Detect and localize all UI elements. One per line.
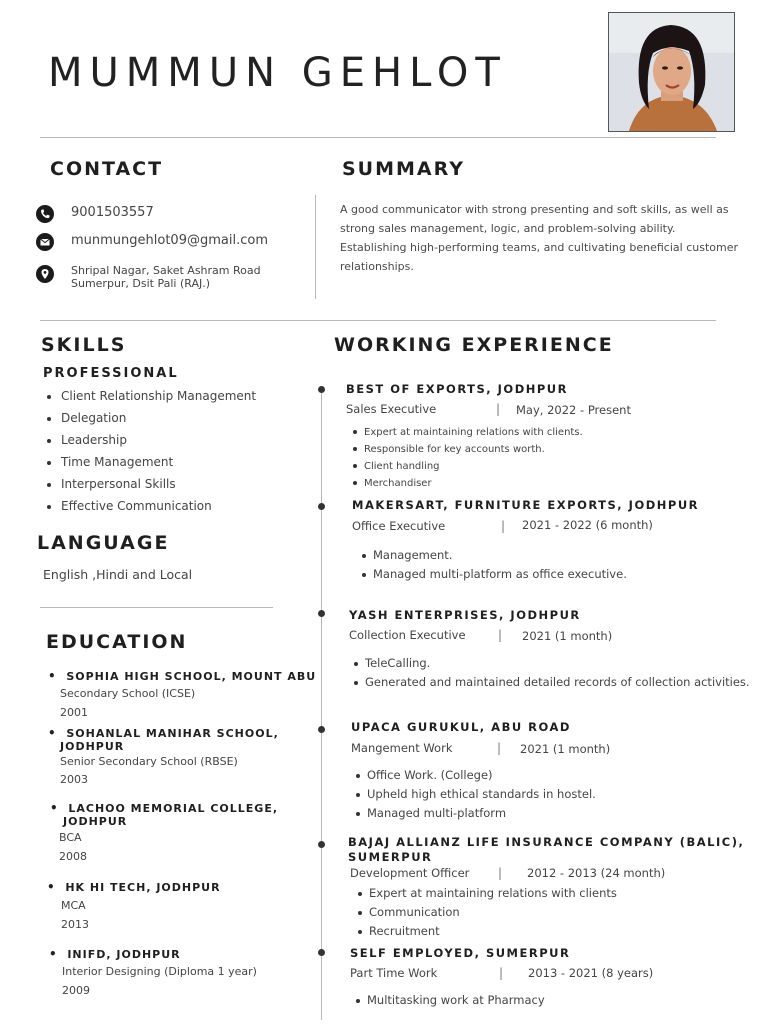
phone-icon xyxy=(36,205,54,223)
candidate-name: MUMMUN GEHLOT xyxy=(48,50,507,96)
job-point: Office Work. (College) xyxy=(356,766,596,785)
job-separator: | xyxy=(496,402,501,416)
education-year: 2003 xyxy=(60,773,88,786)
job-point: Expert at maintaining relations with clients. xyxy=(353,424,583,441)
education-year: 2009 xyxy=(62,984,90,997)
education-item xyxy=(50,802,278,863)
address xyxy=(71,264,261,290)
job-separator: | xyxy=(498,866,503,880)
education-degree: MCA xyxy=(61,899,86,912)
skill-item: Delegation xyxy=(47,408,256,430)
timeline-dot xyxy=(318,386,325,393)
timeline-dot xyxy=(318,726,325,733)
job-company: BEST OF EXPORTS, JODHPUR xyxy=(346,382,568,396)
education-school: • HK HI TECH, JODHPUR xyxy=(47,880,221,894)
contact-email xyxy=(36,233,268,251)
skill-item: Interpersonal Skills xyxy=(47,474,256,496)
job-company: SELF EMPLOYED, SUMERPUR xyxy=(350,946,571,960)
professional-subheading: PROFESSIONAL xyxy=(43,366,179,381)
timeline-line xyxy=(321,388,322,1020)
job-company: BAJAJ ALLIANZ LIFE INSURANCE COMPANY (BALIC), SUMERPUR xyxy=(348,835,745,864)
timeline-dot xyxy=(318,503,325,510)
job-role: Mangement Work xyxy=(351,741,453,755)
language-divider xyxy=(40,607,273,608)
language-text: English ,Hindi and Local xyxy=(43,567,193,582)
timeline-dot xyxy=(318,610,325,617)
contact-phone xyxy=(36,205,154,223)
address-line-2: Sumerpur, Dsit Pali (RAJ.) xyxy=(71,277,211,290)
education-school: • INIFD, JODHPUR xyxy=(49,947,181,961)
job-period: 2021 - 2022 (6 month) xyxy=(522,518,653,532)
job-company: MAKERSART, FURNITURE EXPORTS, JODHPUR xyxy=(352,498,700,512)
profile-photo xyxy=(608,12,735,132)
job-points xyxy=(353,424,583,492)
education-school: • SOHANLAL MANIHAR SCHOOL, JODHPUR xyxy=(48,726,279,753)
job-point: Communication xyxy=(358,903,617,922)
education-heading: EDUCATION xyxy=(46,631,188,653)
email-icon xyxy=(36,233,54,251)
summary-text: A good communicator with strong presenting and soft skills, as well as strong sales management, logic, and problem-solving ability. Establishing high-performing teams, and cultivating beneficial customer relationships. xyxy=(340,203,738,273)
job-points xyxy=(356,991,545,1010)
job-role: Collection Executive xyxy=(349,628,466,642)
education-year: 2013 xyxy=(61,918,89,931)
job-point: TeleCalling. xyxy=(354,654,750,673)
profile-photo-image xyxy=(609,13,734,131)
education-item xyxy=(47,881,221,931)
job-point: Upheld high ethical standards in hostel. xyxy=(356,785,596,804)
education-degree: Secondary School (ICSE) xyxy=(60,687,196,700)
timeline-dot xyxy=(318,841,325,848)
job-point: Expert at maintaining relations with clients xyxy=(358,884,617,903)
job-points xyxy=(356,766,596,823)
job-role: Office Executive xyxy=(352,519,446,533)
education-year: 2001 xyxy=(60,706,88,719)
timeline-dot xyxy=(318,949,325,956)
skills-list xyxy=(47,386,256,518)
language-heading: LANGUAGE xyxy=(37,532,170,554)
middle-divider xyxy=(40,320,716,321)
education-degree: BCA xyxy=(59,831,82,844)
job-period: 2013 - 2021 (8 years) xyxy=(528,966,654,980)
address-line-1: Shripal Nagar, Saket Ashram Road xyxy=(71,264,261,277)
job-point: Managed multi-platform as office executive. xyxy=(362,565,627,584)
education-item xyxy=(48,670,316,719)
contact-summary-divider xyxy=(315,195,316,299)
job-point: Client handling xyxy=(353,458,583,475)
email-address: munmungehlot09@gmail.com xyxy=(71,233,268,248)
job-company: UPACA GURUKUL, ABU ROAD xyxy=(351,720,571,734)
job-separator: | xyxy=(497,741,502,755)
job-role: Development Officer xyxy=(350,866,470,880)
location-icon xyxy=(36,265,54,283)
header-divider xyxy=(40,137,716,138)
job-point: Generated and maintained detailed records of collection activities. xyxy=(354,673,750,692)
skill-item: Effective Communication xyxy=(47,496,256,518)
job-points xyxy=(362,546,627,584)
job-point: Responsible for key accounts worth. xyxy=(353,441,583,458)
job-role: Sales Executive xyxy=(346,402,437,416)
experience-heading: WORKING EXPERIENCE xyxy=(334,334,614,356)
education-degree: Interior Designing (Diploma 1 year) xyxy=(62,965,257,978)
contact-address xyxy=(36,265,261,290)
job-points xyxy=(358,884,617,941)
skills-heading: SKILLS xyxy=(41,334,127,356)
job-point: Recruitment xyxy=(358,922,617,941)
job-company: YASH ENTERPRISES, JODHPUR xyxy=(349,608,581,622)
job-point: Multitasking work at Pharmacy xyxy=(356,991,545,1010)
contact-heading: CONTACT xyxy=(50,158,164,180)
job-period: 2021 (1 month) xyxy=(522,629,613,643)
education-school: • SOPHIA HIGH SCHOOL, MOUNT ABU xyxy=(48,669,317,683)
phone-number: 9001503557 xyxy=(71,205,154,220)
education-item xyxy=(49,948,257,997)
job-separator: | xyxy=(498,628,503,642)
job-separator: | xyxy=(501,519,506,533)
job-point: Management. xyxy=(362,546,627,565)
job-role: Part Time Work xyxy=(350,966,438,980)
job-period: 2012 - 2013 (24 month) xyxy=(527,866,666,880)
job-period: 2021 (1 month) xyxy=(520,742,611,756)
education-year: 2008 xyxy=(59,850,87,863)
education-item xyxy=(48,727,279,786)
skill-item: Leadership xyxy=(47,430,256,452)
skill-item: Client Relationship Management xyxy=(47,386,256,408)
summary-heading: SUMMARY xyxy=(342,158,465,180)
job-points xyxy=(354,654,750,692)
job-separator: | xyxy=(499,966,504,980)
job-point: Managed multi-platform xyxy=(356,804,596,823)
skill-item: Time Management xyxy=(47,452,256,474)
job-point: Merchandiser xyxy=(353,475,583,492)
education-school: • LACHOO MEMORIAL COLLEGE, JODHPUR xyxy=(50,801,279,828)
job-period: May, 2022 - Present xyxy=(516,403,631,417)
education-degree: Senior Secondary School (RBSE) xyxy=(60,755,238,768)
